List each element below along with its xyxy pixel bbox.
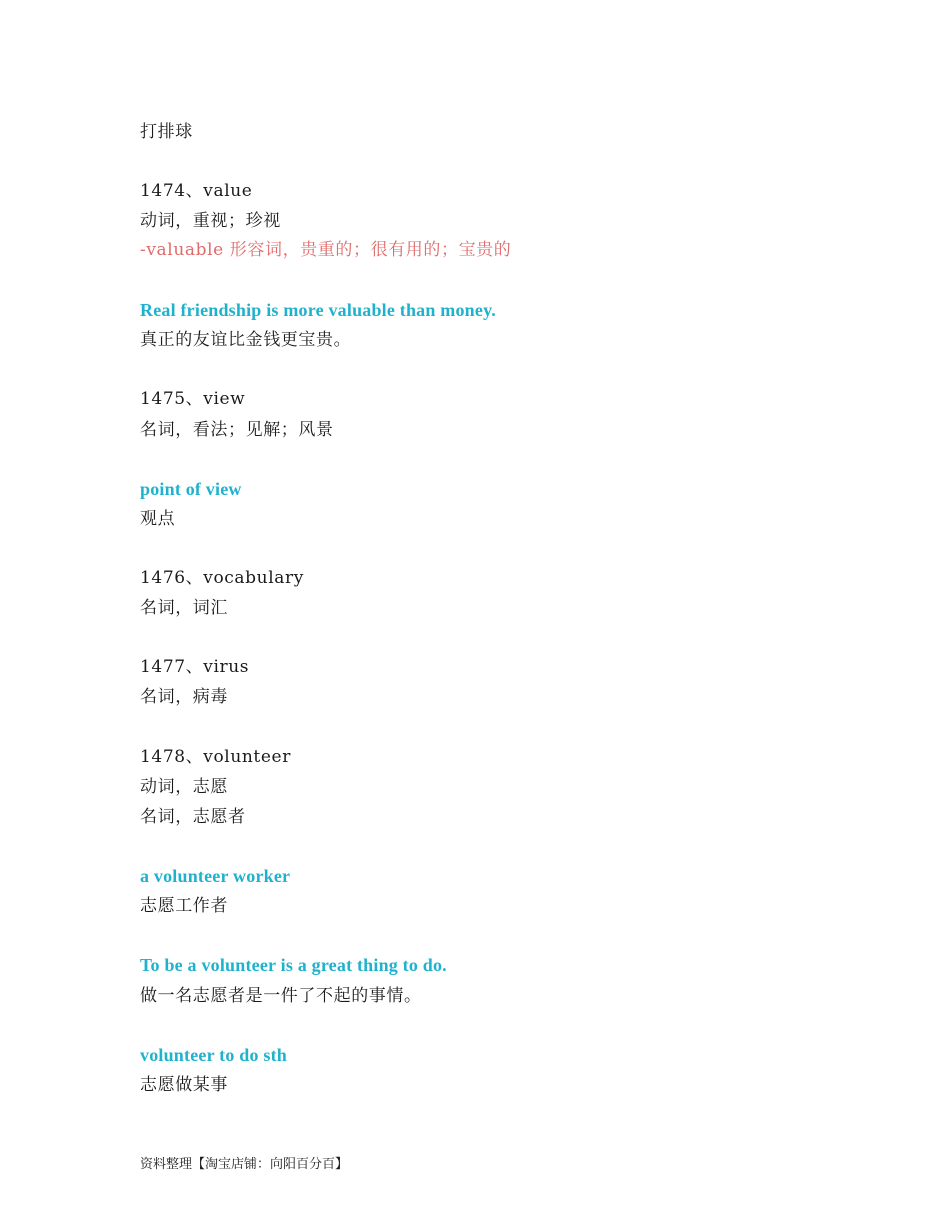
entry-1477-definition: 名词，病毒 — [140, 687, 228, 707]
entry-1475-headword: 1475、view — [140, 389, 246, 409]
entry-1475-definition: 名词，看法；见解；风景 — [140, 420, 334, 440]
entry-1474-example-translation: 真正的友谊比金钱更宝贵。 — [140, 330, 352, 350]
entry-1478-example-sentence: To be a volunteer is a great thing to do. — [140, 955, 447, 975]
entry-1478-definition-verb: 动词，志愿 — [140, 777, 228, 797]
entry-1478-headword: 1478、volunteer — [140, 747, 291, 767]
entry-1478-example-phrase-1: a volunteer worker — [140, 866, 291, 886]
continued-translation: 打排球 — [140, 122, 193, 142]
entry-1474-headword: 1474、value — [140, 181, 253, 201]
entry-1475-example-phrase: point of view — [140, 479, 242, 499]
entry-1474-definition: 动词，重视；珍视 — [140, 211, 281, 231]
entry-1474-example-sentence: Real friendship is more valuable than money. — [140, 300, 496, 320]
entry-1476-definition: 名词，词汇 — [140, 598, 228, 618]
entry-1478-example-translation-3: 志愿做某事 — [140, 1075, 228, 1095]
entry-1476-headword: 1476、vocabulary — [140, 568, 304, 588]
page-footer: 资料整理【淘宝店铺：向阳百分百】 — [140, 1157, 349, 1172]
entry-1478-example-translation-2: 做一名志愿者是一件了不起的事情。 — [140, 986, 422, 1006]
entry-1478-example-phrase-2: volunteer to do sth — [140, 1045, 287, 1065]
entry-1478-example-translation-1: 志愿工作者 — [140, 896, 228, 916]
entry-1475-example-translation: 观点 — [140, 509, 176, 529]
entry-1474-derivative: -valuable 形容词，贵重的；很有用的；宝贵的 — [140, 240, 512, 260]
entry-1477-headword: 1477、virus — [140, 657, 250, 677]
entry-1478-definition-noun: 名词，志愿者 — [140, 807, 246, 827]
